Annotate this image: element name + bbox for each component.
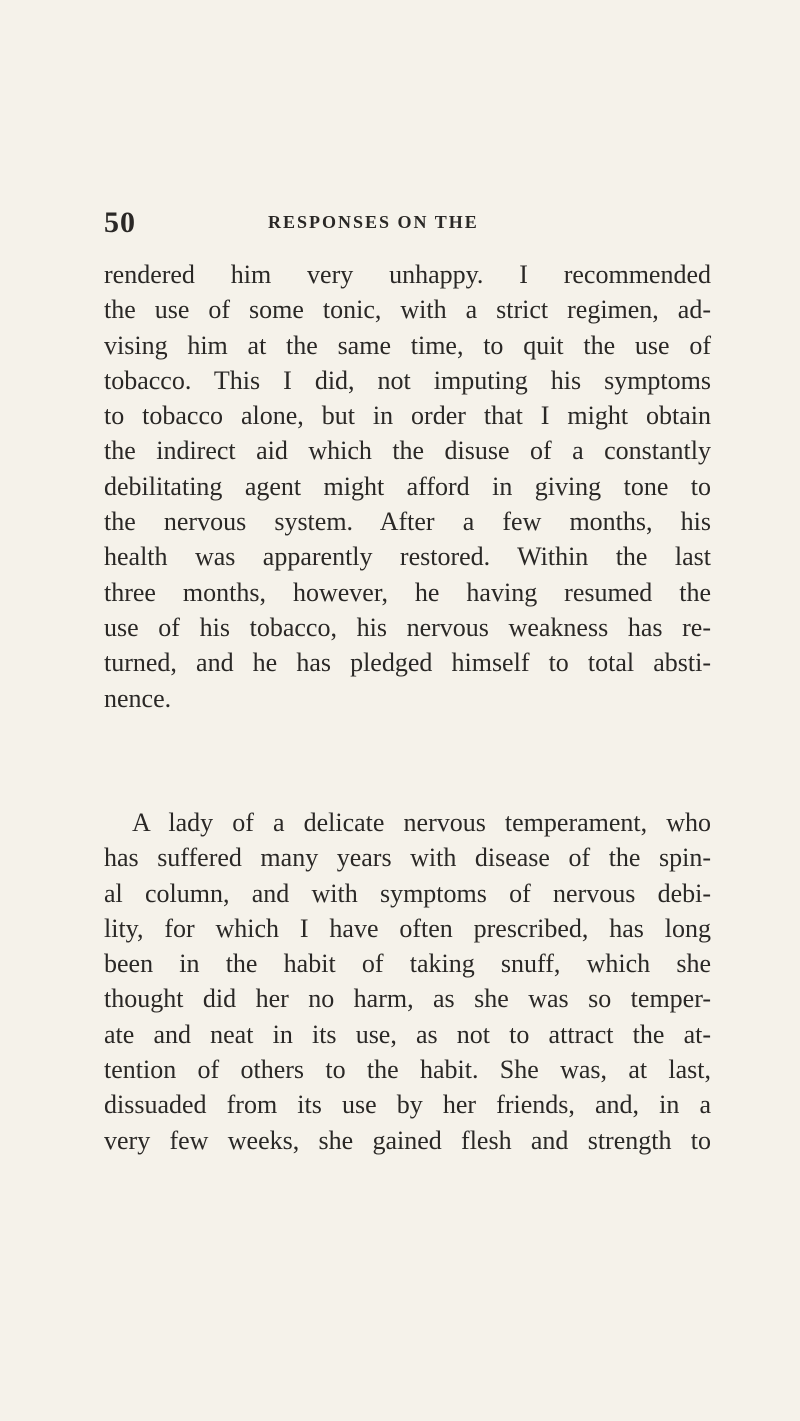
text-line: rendered him very unhappy. I recommended: [104, 260, 711, 289]
text-line: lity, for which I have often prescribed, has long: [104, 913, 711, 943]
text-line: tention of others to the habit. She was, at last,: [104, 1055, 711, 1085]
text-line: dissuaded from its use by her friends, and, in a: [104, 1090, 711, 1120]
text-line: vising him at the same time, to quit the use of: [104, 330, 711, 360]
text-line: al column, and with symptoms of nervous debi-: [104, 878, 711, 908]
text-line: nence.: [104, 683, 172, 713]
running-head: [104, 206, 714, 246]
text-line: very few weeks, she gained flesh and strength to: [104, 1125, 711, 1155]
text-line: turned, and he has pledged himself to total absti-: [104, 648, 711, 678]
text-line: A lady of a delicate nervous temperament, who: [132, 808, 711, 837]
text-line: the nervous system. After a few months, his: [104, 507, 711, 537]
text-line: three months, however, he having resumed the: [104, 577, 711, 607]
text-line: to tobacco alone, but in order that I might obtain: [104, 401, 711, 431]
text-line: health was apparently restored. Within the last: [104, 542, 711, 572]
text-line: the use of some tonic, with a strict regimen, ad-: [104, 295, 711, 325]
text-line: has suffered many years with disease of the spin-: [104, 843, 711, 873]
paragraph-1: [104, 257, 711, 716]
text-line: tobacco. This I did, not imputing his symptoms: [104, 365, 711, 395]
text-line: use of his tobacco, his nervous weakness has re-: [104, 612, 711, 642]
running-title: RESPONSES ON THE: [268, 212, 479, 232]
text-line: the indirect aid which the disuse of a constantly: [104, 436, 711, 466]
text-line: thought did her no harm, as she was so temper-: [104, 984, 711, 1014]
paragraph-2: [104, 805, 711, 1158]
text-line: debilitating agent might afford in giving tone to: [104, 471, 711, 501]
text-line: been in the habit of taking snuff, which she: [104, 949, 711, 979]
page-number: 50: [104, 206, 136, 239]
text-line: ate and neat in its use, as not to attract the at-: [104, 1019, 711, 1049]
